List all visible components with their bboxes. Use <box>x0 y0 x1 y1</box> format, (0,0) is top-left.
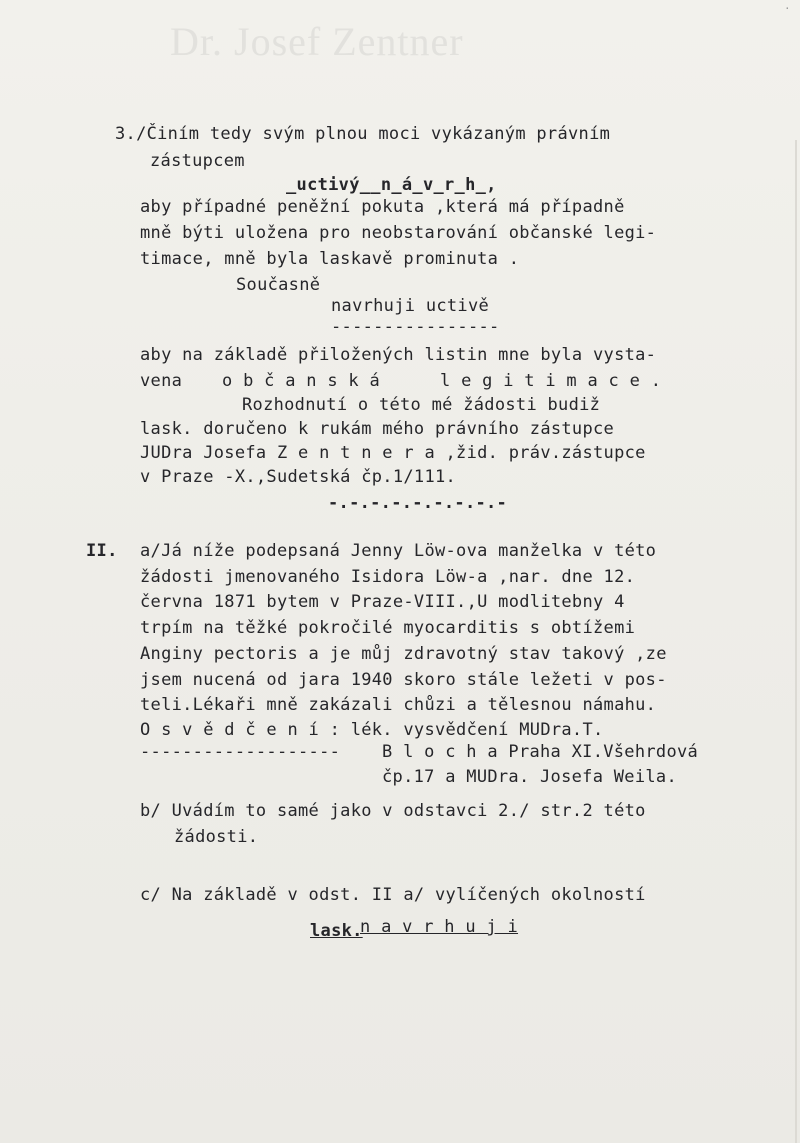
edge-mark: · <box>784 2 791 15</box>
separator: ------------------- <box>140 742 341 762</box>
text-line: žádosti jmenovaného Isidora Löw-a ,nar. dne 12. <box>140 567 636 587</box>
text-line: jsem nucená od jara 1940 skoro stále ležeti v pos- <box>140 670 667 690</box>
text-line: o b č a n s k á <box>222 371 381 391</box>
text-line: trpím na těžké pokročilé myocarditis s obtížemi <box>140 618 636 638</box>
text-line: Současně <box>236 275 321 295</box>
page-edge <box>795 140 797 1143</box>
text-line: n a v r h u j i <box>360 917 519 937</box>
text-line: aby případné peněžní pokuta ,která má případně <box>140 197 625 217</box>
text-line: l e g i t i m a c e . <box>440 371 662 391</box>
letterhead-watermark: Dr. Josef Zentner <box>170 19 464 64</box>
text-line: aby na základě přiložených listin mne byla vysta- <box>140 345 657 365</box>
text-line: Anginy pectoris a je můj zdravotný stav takový ,ze <box>140 644 667 664</box>
text-line: lask. <box>310 921 363 941</box>
text-line: timace, mně byla laskavě prominuta . <box>140 249 520 269</box>
separator: ---------------- <box>331 317 500 337</box>
text-line: mně býti uložena pro neobstarování občanské legi- <box>140 223 657 243</box>
text-line: v Praze -X.,Sudetská čp.1/111. <box>140 467 457 487</box>
text-line: _uctivý__n_á_v_r_h_, <box>286 175 497 195</box>
text-line: zástupcem <box>150 151 245 171</box>
text-line: b/ Uvádím to samé jako v odstavci 2./ str.2 této <box>140 801 646 821</box>
text-line: června 1871 bytem v Praze-VIII.,U modlitebny 4 <box>140 592 625 612</box>
text-line: navrhuji uctivě <box>331 296 490 316</box>
text-line: lask. doručeno k rukám mého právního zástupce <box>140 419 615 439</box>
text-line: Rozhodnutí o této mé žádosti budiž <box>242 395 601 415</box>
text-line: 3./Činím tedy svým plnou moci vykázaným právním <box>115 124 611 144</box>
text-line: B l o c h a Praha XI.Všehrdová <box>382 742 699 762</box>
separator: -.-.-.-.-.-.-.-.- <box>328 493 508 513</box>
text-line: žádosti. <box>174 827 259 847</box>
text-line: a/Já níže podepsaná Jenny Löw-ova manželka v této <box>140 541 657 561</box>
text-line: teli.Lékaři mně zakázali chůzi a tělesnou námahu. <box>140 695 657 715</box>
text-line: čp.17 a MUDra. Josefa Weila. <box>382 767 677 787</box>
text-line: vena <box>140 371 183 391</box>
section-number: II. <box>86 541 118 561</box>
text-line: JUDra Josefa Z e n t n e r a ,žid. práv.zástupce <box>140 443 646 463</box>
text-line: c/ Na základě v odst. II a/ vylíčených okolností <box>140 885 646 905</box>
text-line: O s v ě d č e n í : lék. vysvědčení MUDra.T. <box>140 720 604 740</box>
